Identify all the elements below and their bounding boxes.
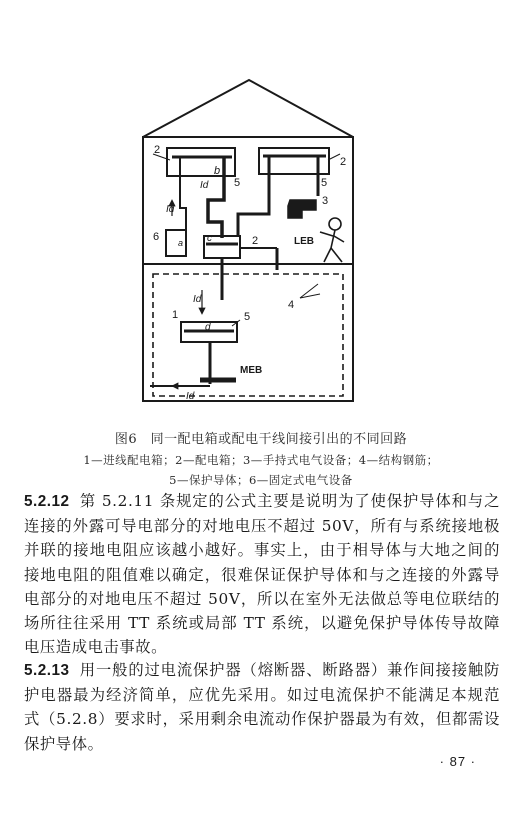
roof-outline: [143, 80, 353, 137]
label-b: b: [214, 165, 221, 177]
label-leb: LEB: [294, 236, 314, 247]
clause-text: 第 5.2.11 条规定的公式主要是说明为了使保护导体和与之连接的外露可导电部分的对地电压不超过 50V，所有与系统接地极并联的接地电阻应该越小越好。事实上，由于相导体与大地之间的接地电阻的阻值难以确定，很难保证保护导体和与之连接的外露导电部分的对地电压不超过 50V，所以在室外无法做总等电位联结的场所往往采用 TT 系统或局部 TT 系统，以避免保护导体传导故障电压造成电击事故。: [24, 492, 500, 657]
label-5-right: 5: [321, 177, 328, 189]
label-d: d: [205, 322, 211, 333]
label-a: a: [178, 238, 184, 248]
ground-floor-outline: [143, 264, 353, 401]
label-id-mid: Id: [193, 294, 202, 305]
label-meb: MEB: [240, 365, 263, 376]
page-number: · 87 ·: [439, 754, 476, 769]
label-c: c: [207, 233, 212, 244]
clause-paragraph: [24, 658, 500, 756]
person-figure: [329, 218, 341, 230]
label-2-top-right: 2: [340, 156, 347, 168]
label-id-left: Id: [166, 204, 175, 215]
label-1: 1: [172, 309, 179, 321]
label-id-bottom: Id: [186, 391, 195, 402]
label-3: 3: [322, 195, 329, 207]
figure-caption: 图6 同一配电箱或配电干线间接引出的不同回路: [114, 432, 408, 447]
label-5-bottom: 5: [244, 311, 251, 323]
label-4: 4: [288, 299, 295, 311]
label-6: 6: [153, 231, 160, 243]
clause-paragraph: [24, 489, 500, 659]
label-2-mid: 2: [252, 235, 259, 247]
figure-legend-line-2: 5—保护导体；6—固定式电气设备: [169, 473, 353, 487]
label-5-top: 5: [234, 177, 241, 189]
label-id-top: Id: [200, 180, 209, 191]
handheld-appliance: [288, 200, 316, 218]
figure-legend-line-1: 1—进线配电箱；2—配电箱；3—手持式电气设备；4—结构钢筋；: [83, 453, 439, 467]
label-2-top-left: 2: [154, 144, 161, 156]
clause-text: 用一般的过电流保护器（熔断器、断路器）兼作间接接触防护电器最为经济简单，应优先采用。如过电流保护不能满足本规范式（5.2.8）要求时，采用剩余电流动作保护器最为有效，但都需设保护导体。: [24, 661, 500, 753]
clause-number: 5.2.13: [24, 662, 70, 679]
clause-number: 5.2.12: [24, 493, 70, 510]
